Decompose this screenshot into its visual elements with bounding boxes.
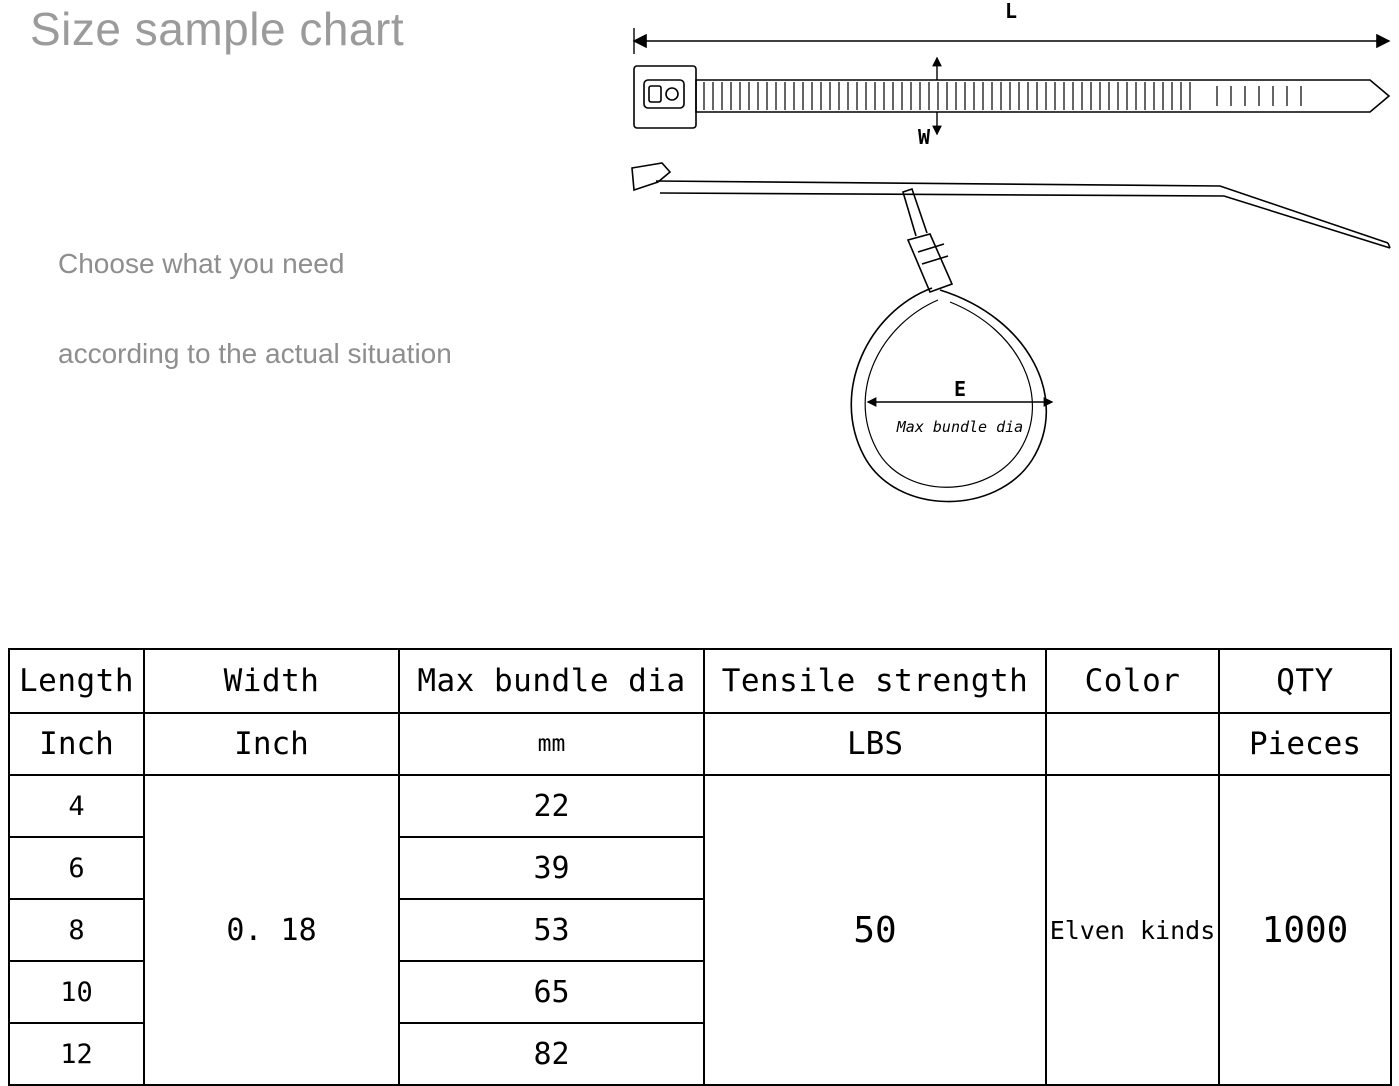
width-dimension xyxy=(918,58,937,149)
table-unit-row xyxy=(9,713,1391,775)
cable-tie-diagram xyxy=(600,0,1399,560)
bundle-dia-value: 22 xyxy=(399,775,704,837)
unit-length: Inch xyxy=(9,713,144,775)
bundle-dia-value: 53 xyxy=(399,899,704,961)
header-color: Color xyxy=(1046,649,1219,713)
unit-max-bundle-dia: mm xyxy=(399,713,704,775)
length-value: 10 xyxy=(9,961,144,1023)
intro-line-2: according to the actual situation xyxy=(58,338,452,369)
cable-tie-loop xyxy=(851,189,1046,502)
unit-width: Inch xyxy=(144,713,399,775)
bundle-dia-value: 39 xyxy=(399,837,704,899)
table-header-row xyxy=(9,649,1391,713)
header-tensile-strength: Tensile strength xyxy=(704,649,1046,713)
length-value: 12 xyxy=(9,1023,144,1085)
page-title: Size sample chart xyxy=(30,3,405,55)
length-dimension xyxy=(634,0,1389,54)
width-label: W xyxy=(917,125,930,149)
cable-tie-bent xyxy=(632,163,1390,248)
length-value: 6 xyxy=(9,837,144,899)
bundle-sublabel: Max bundle dia xyxy=(896,418,1024,436)
color-value: Elven kinds xyxy=(1046,775,1219,1085)
qty-value: 1000 xyxy=(1219,775,1391,1085)
unit-tensile-strength: LBS xyxy=(704,713,1046,775)
header-qty: QTY xyxy=(1219,649,1391,713)
cable-tie-straight xyxy=(634,66,1389,128)
header-max-bundle-dia: Max bundle dia xyxy=(399,649,704,713)
unit-qty: Pieces xyxy=(1219,713,1391,775)
intro-line-1: Choose what you need xyxy=(58,248,345,279)
unit-color xyxy=(1046,713,1219,775)
tensile-value: 50 xyxy=(704,775,1046,1085)
bundle-dia-value: 82 xyxy=(399,1023,704,1085)
header-width: Width xyxy=(144,649,399,713)
header-length: Length xyxy=(9,649,144,713)
length-value: 8 xyxy=(9,899,144,961)
width-value: 0. 18 xyxy=(144,775,399,1085)
diagram-svg xyxy=(600,0,1399,560)
spec-table xyxy=(8,648,1392,1086)
length-label: L xyxy=(1004,0,1018,23)
bundle-dia-value: 65 xyxy=(399,961,704,1023)
bundle-label: E xyxy=(953,377,967,401)
bundle-dimension xyxy=(868,377,1052,436)
length-value: 4 xyxy=(9,775,144,837)
table-row xyxy=(9,775,1391,837)
